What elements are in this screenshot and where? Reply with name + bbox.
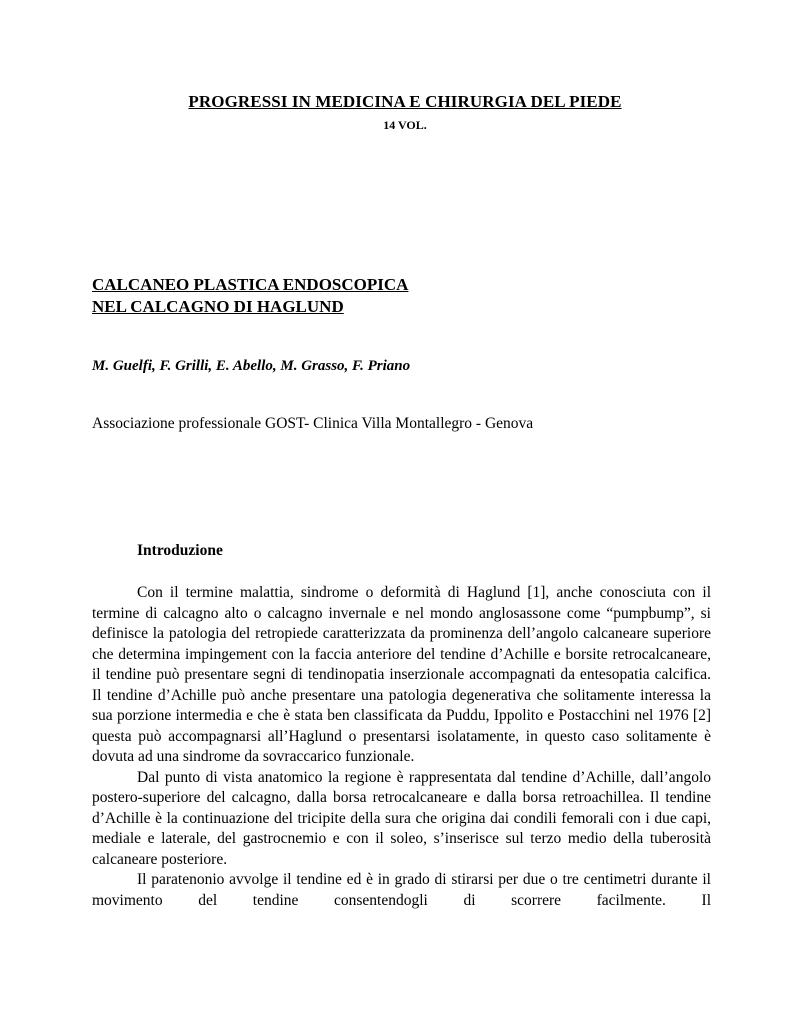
journal-volume: 14 VOL.	[383, 118, 427, 132]
body-paragraph: Il paratenonio avvolge il tendine ed è in grado di stirarsi per due o tre centimetri durante il movimento del tendine consentendogli di scorrere facilmente. Il	[92, 871, 711, 909]
article-title-line-2: NEL CALCAGNO DI HAGLUND	[92, 297, 344, 316]
body-paragraph: Dal punto di vista anatomico la regione è rappresentata dal tendine d’Achille, dall’angolo postero-superiore del calcagno, dalla borsa retrocalcaneare e dalla borsa retroachillea. Il tendine d’Achille è la continuazione del tricipite della sura che origina dai condili femorali con i due capi, mediale e laterale, del gastrocnemio e con il soleo, s’inserisce sul terzo medio della tuberosità calcaneare posteriore.	[92, 768, 711, 868]
section-body	[92, 583, 711, 911]
journal-title: PROGRESSI IN MEDICINA E CHIRURGIA DEL PIEDE	[188, 92, 622, 111]
body-paragraph: Con il termine malattia, sindrome o deformità di Haglund [1], anche conosciuta con il termine di calcagno alto o calcagno invernale e nel mondo anglosassone come “pumpbump”, si definisce la patologia del retropiede caratterizzata da prominenza dell’angolo calcaneare superiore che determina impingement con la faccia anteriore del tendine d’Achille e borsite retrocalcaneare, il tendine può presentare segni di tendinopatia inserzionale accompagnati da entesopatia calcifica. Il tendine d’Achille può anche presentare una patologia degenerativa che solitamente interessa la sua porzione intermedia e che è stata ben classificata da Puddu, Ippolito e Postacchini nel 1976 [2] questa può accompagnarsi all’Haglund o presentarsi isolatamente, in questo caso solitamente è dovuta ad una sindrome da sovraccarico funzionale.	[92, 584, 711, 765]
article-authors: M. Guelfi, F. Grilli, E. Abello, M. Grasso, F. Priano	[92, 358, 411, 374]
section-heading: Introduzione	[137, 542, 223, 559]
article-affiliation: Associazione professionale GOST- Clinica Villa Montallegro - Genova	[92, 415, 534, 432]
article-title-line-1: CALCANEO PLASTICA ENDOSCOPICA	[92, 275, 409, 294]
